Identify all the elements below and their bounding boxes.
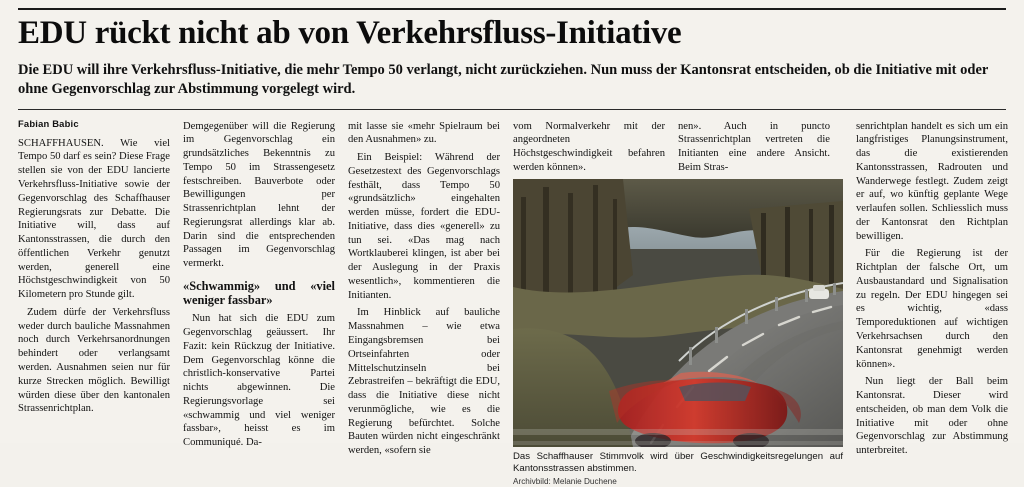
paragraph: mit lasse sie «mehr Spielraum bei den Ausnahmen» zu. <box>348 120 500 146</box>
paragraph: Im Hinblick auf bauliche Massnahmen – wie etwa Eingangsbremsen bei Ortseinfahrten oder Mittelschutzinseln bei Zebrastreifen – bekräftigt die EDU, dass die Initiative diese nicht verunmögliche, wie es die Regierung befürchtet. Solche Bauten würden nicht eingeschränkt werden, «sofern sie <box>348 307 500 457</box>
article-columns <box>18 118 1006 487</box>
lead-paragraph: Die EDU will ihre Verkehrsfluss-Initiative, die mehr Tempo 50 verlangt, nicht zurückziehen. Nun muss der Kantonsrat entscheiden, ob die Initiative mit oder ohne Gegenvorschlag zur Abstimmung vorgelegt wird. <box>18 61 989 98</box>
paragraph: Zudem dürfe der Verkehrsfluss weder durch bauliche Massnahmen noch durch Verkehrsanordnungen behindert oder verlangsamt werden. Ausnahmen seien nur für kurze Strecken möglich. Bewilligt würden diese über den kantonalen Strassenrichtplan. <box>18 306 170 415</box>
paragraph: senrichtplan handelt es sich um ein langfristiges Planungsinstrument, das die existierenden Kantonsstrassen, Radrouten und Wanderwege festlegt. Zudem zeigt er auf, wo künftig geplante Wege verlaufen sollen. Schliesslich muss der Kantonsrat den Richtplan bewilligen. <box>856 120 1008 242</box>
article-column-1 <box>18 118 170 421</box>
article-column-5 <box>856 118 1008 462</box>
paragraph: Demgegenüber will die Regierung im Gegenvorschlag ein grundsätzliches Bekenntnis zu Tempo 50 im Strassengesetz festschreiben. Bauverbote oder Bewilligungen per Strassenrichtplan lehnt der Regierungsrat allerdings klar ab. Darin sind die entsprechenden Passagen im Gegenvorschlag vermerkt. <box>183 120 335 270</box>
page-title: EDU rückt nicht ab von Verkehrsfluss-Initiative <box>18 15 682 51</box>
byline: Fabian Babic <box>18 117 79 129</box>
lead-divider <box>18 109 1006 110</box>
photo-road-with-car <box>513 179 843 447</box>
article-column-2 <box>183 118 335 454</box>
paragraph: nen». Auch in puncto Strassenrichtplan vertreten die Initianten eine andere Ansicht. Beim Stras- <box>678 120 830 173</box>
paragraph: Für die Regierung ist der Richtplan der falsche Ort, um Ausbaustandard und Signalisation zu regeln. Der EDU hingegen sei es wichtig, «dass Temporeduktionen auf wichtigen Verkehrsachsen durch den Kantonsrat genehmigt werden können». <box>856 248 1008 370</box>
top-divider <box>18 8 1006 10</box>
paragraph: SCHAFFHAUSEN. Wie viel Tempo 50 darf es sein? Diese Frage stellen sie von der EDU lancierte Verkehrsfluss-Initiative sowie der Gegenvorschlag des Schaffhauser Regierungsrats zur Debatte. Die Initiative will, dass auf Kantonsstrassen, die durch den öffentlichen Verkehr genutzt werden, generell eine Höchstgeschwindigkeit von 50 Kilometern pro Stunde gilt. <box>18 137 170 301</box>
paragraph: vom Normalverkehr mit der angeordneten Höchstgeschwindigkeit befahren werden können». <box>513 120 665 173</box>
column-4-top-row <box>513 120 843 179</box>
section-subheading: «Schwammig» und «viel weniger fassbar» <box>183 278 335 308</box>
article-column-3 <box>348 118 500 462</box>
photo-credit: Archivbild: Melanie Duchene <box>513 476 617 486</box>
photo-caption: Das Schaffhauser Stimmvolk wird über Geschwindigkeitsregelungen auf Kantonsstrassen abstimmen. <box>513 450 843 474</box>
paragraph: Ein Beispiel: Während der Gesetzestext des Gegenvorschlags festhält, dass Tempo 50 «grundsätzlich» eingehalten werden müsse, fordert die EDU-Initiative, dass dies «generell» zu tun sei. «Das mag nach Wortklauberei klingen, ist aber bei der Auslegung in der Praxis wesentlich», kommentieren die Initianten. <box>348 152 500 301</box>
paragraph: Nun liegt der Ball beim Kantonsrat. Dieser wird entscheiden, ob man dem Volk die Initiative mit oder ohne Gegenvorschlag zur Abstimmung unterbreitet. <box>856 376 1008 457</box>
paragraph: Nun hat sich die EDU zum Gegenvorschlag geäussert. Ihr Fazit: kein Rückzug der Initiative. Dem Gegenvorschlag könne die christlich-konservative Partei nichts abgewinnen. Die Regierungsvorlage sei «schwammig und viel weniger fassbar», heisst es im Communiqué. Da- <box>183 313 335 449</box>
photo-illustration <box>513 179 843 447</box>
article-column-4b <box>678 120 830 179</box>
photo-figure <box>513 179 843 487</box>
article-column-4-with-photo <box>513 118 843 487</box>
article-column-4a <box>513 120 665 179</box>
